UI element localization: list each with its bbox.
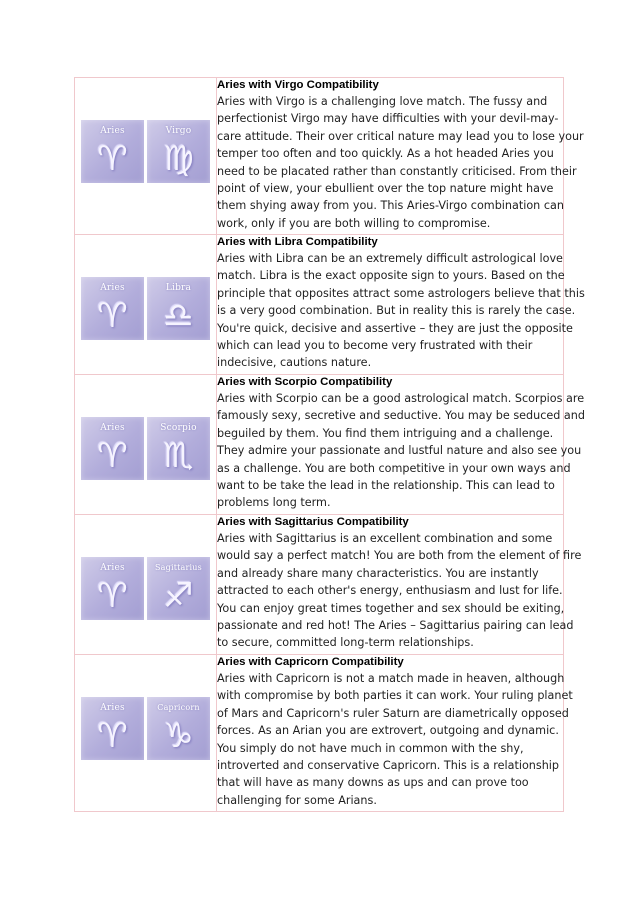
sagittarius-sign-image [147, 557, 210, 620]
sign-name: Capricorn [157, 703, 200, 712]
aries-icon: ♈ [97, 436, 128, 476]
description-cell [217, 235, 585, 375]
body-line: to secure, committed long-term relationships. [217, 636, 474, 650]
description-cell [217, 375, 585, 515]
body-line: introverted and conservative Capricorn. This is a relationship [217, 759, 560, 773]
sign-images-cell [75, 78, 217, 235]
sign-name: Virgo [165, 126, 192, 136]
body-line: and already share many characteristics. You are instantly [217, 566, 539, 580]
body-line: beguiled by them. You find them intriguing and a challenge. [217, 426, 554, 440]
body-line: perfectionist Virgo may have difficulties with your devil-may- [217, 112, 559, 126]
body-line: care attitude. Their over critical nature may lead you to lose your [217, 129, 584, 143]
sign-name: Aries [100, 283, 125, 293]
aries-icon: ♈ [97, 296, 128, 336]
body-line: work, only if you are both willing to compromise. [217, 216, 491, 230]
body-line: point of view, your ebullient over the top nature might have [217, 182, 554, 196]
body-line: that will have as many downs as ups and can prove too [217, 776, 529, 790]
body-line: Aries with Libra can be an extremely difficult astrological love [217, 252, 563, 265]
libra-icon: ♎ [163, 296, 194, 336]
virgo-sign-image [147, 120, 210, 183]
aries-icon: ♈ [97, 139, 128, 179]
virgo-icon: ♍ [163, 139, 194, 179]
scorpio-icon: ♏ [163, 436, 194, 476]
body-line: Aries with Scorpio can be a good astrological match. Scorpios are [217, 392, 585, 405]
sign-images-cell [75, 655, 217, 812]
sign-name: Aries [100, 703, 125, 713]
sign-name: Scorpio [160, 423, 197, 433]
description-cell [217, 78, 584, 235]
sign-images-cell [75, 515, 217, 655]
body-line: Aries with Sagittarius is an excellent combination and some [217, 532, 553, 545]
body-line: indecisive, cautions nature. [217, 356, 372, 370]
aries-sign-image [81, 277, 144, 340]
table-row [75, 375, 564, 515]
capricorn-icon: ♑ [163, 716, 194, 756]
table-row [75, 235, 564, 375]
body-line: temper too often and too quickly. As a hot headed Aries you [217, 147, 554, 161]
body-line: would say a perfect match! You are both from the element of fire [217, 549, 582, 563]
body-line: which can lead you to become very frustrated with their [217, 339, 533, 353]
sign-name: Libra [165, 283, 192, 293]
body-line: attracted to each other's energy, enthusiasm and lust for life. [217, 584, 563, 598]
aries-sign-image [81, 120, 144, 183]
sagittarius-icon: ♐ [163, 576, 194, 616]
body-line: of Mars and Capricorn's ruler Saturn are diametrically opposed [217, 706, 569, 720]
body-line: need to be placated rather than constantly criticised. From their [217, 164, 577, 178]
table-row [75, 655, 564, 812]
section-title: Aries with Capricorn Compatibility [217, 656, 404, 668]
scorpio-sign-image [147, 417, 210, 480]
body-line: principle that opposites attract some astrologers believe that this [217, 286, 585, 300]
sign-name: Aries [100, 423, 125, 433]
body-line: is a very good combination. But in reality this is rarely the case. [217, 304, 576, 318]
section-title: Aries with Virgo Compatibility [217, 79, 379, 91]
body-line: You simply do not have much in common with the shy, [217, 741, 524, 755]
aries-sign-image [81, 697, 144, 760]
sign-images-cell [75, 375, 217, 515]
body-line: famously sexy, secretive and seductive. You may be seduced and [217, 409, 585, 423]
body-line: forces. As an Arian you are extrovert, outgoing and dynamic. [217, 724, 559, 738]
body-line: They admire your passionate and lustful nature and also see you [217, 444, 582, 458]
aries-sign-image [81, 417, 144, 480]
body-line: Aries with Virgo is a challenging love match. The fussy and [217, 95, 548, 108]
body-line: problems long term. [217, 496, 331, 510]
sign-name: Aries [100, 563, 125, 573]
body-line: want to be take the lead in the relationship. This can lead to [217, 479, 555, 493]
sign-name: Aries [100, 126, 125, 136]
aries-icon: ♈ [97, 716, 128, 756]
body-line: You're quick, decisive and assertive – they are just the opposite [217, 321, 573, 335]
aries-icon: ♈ [97, 576, 128, 616]
body-line: challenging for some Arians. [217, 793, 377, 807]
description-cell [217, 515, 582, 655]
body-line: them shying away from you. This Aries-Virgo combination can [217, 199, 564, 213]
table-row [75, 515, 564, 655]
sign-images-cell [75, 235, 217, 375]
aries-sign-image [81, 557, 144, 620]
body-line: match. Libra is the exact opposite sign to yours. Based on the [217, 269, 565, 283]
description-cell [217, 655, 573, 812]
body-line: You can enjoy great times together and sex should be exiting, [217, 601, 565, 615]
section-title: Aries with Scorpio Compatibility [217, 376, 393, 388]
section-title: Aries with Sagittarius Compatibility [217, 516, 409, 528]
libra-sign-image [147, 277, 210, 340]
compatibility-table [74, 77, 585, 812]
capricorn-sign-image [147, 697, 210, 760]
sign-name: Sagittarius [155, 563, 202, 572]
body-line: with compromise by both parties it can work. Your ruling planet [217, 689, 573, 703]
body-line: passionate and red hot! The Aries – Sagittarius pairing can lead [217, 619, 574, 633]
table-row [75, 78, 564, 235]
body-line: as a challenge. You are both competitive in your own ways and [217, 461, 571, 475]
section-title: Aries with Libra Compatibility [217, 236, 378, 248]
body-line: Aries with Capricorn is not a match made in heaven, although [217, 672, 565, 685]
